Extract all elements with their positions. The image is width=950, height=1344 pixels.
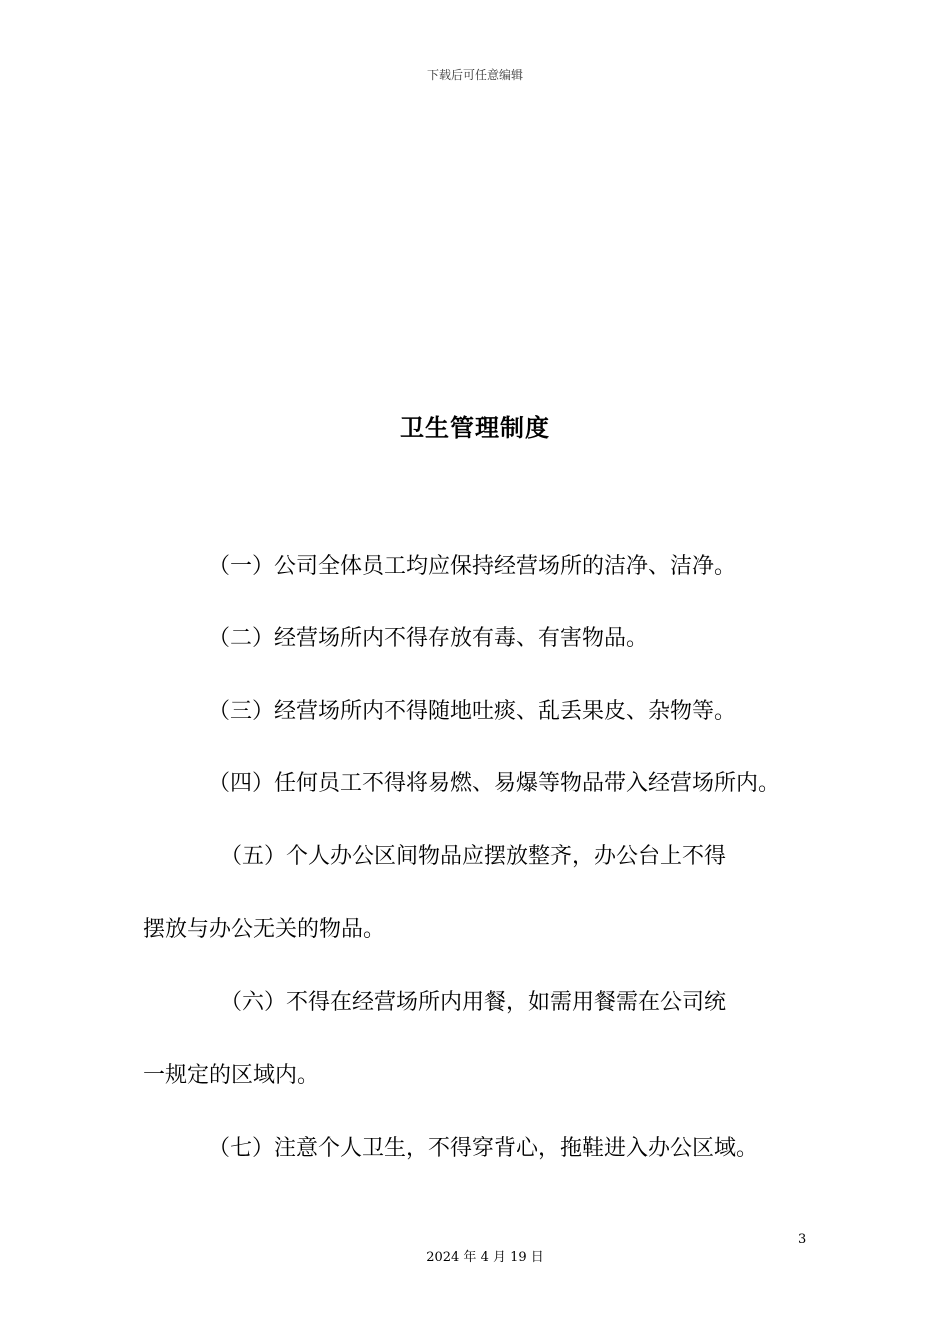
paragraph-1: （一）公司全体员工均应保持经营场所的洁净、洁净。 [208,554,737,579]
page-number: 3 [798,1232,807,1247]
paragraph-2: （二）经营场所内不得存放有毒、有害物品。 [208,626,649,651]
paragraph-7: （七）注意个人卫生，不得穿背心，拖鞋进入办公区域。 [208,1136,759,1161]
paragraph-3: （三）经营场所内不得随地吐痰、乱丢果皮、杂物等。 [208,699,737,724]
paragraph-5-line-1: （五）个人办公区间物品应摆放整齐，办公台上不得 [220,844,727,869]
paragraph-6-line-2: 一规定的区域内。 [143,1063,320,1088]
paragraph-4: （四）任何员工不得将易燃、易爆等物品带入经营场所内。 [208,771,781,796]
document-title: 卫生管理制度 [400,414,550,442]
paragraph-5-line-2: 摆放与办公无关的物品。 [143,917,386,942]
footer-date: 2024 年 4 月 19 日 [426,1250,544,1265]
header-note: 下载后可任意编辑 [426,68,523,82]
paragraph-6-line-1: （六）不得在经营场所内用餐，如需用餐需在公司统 [220,990,727,1015]
